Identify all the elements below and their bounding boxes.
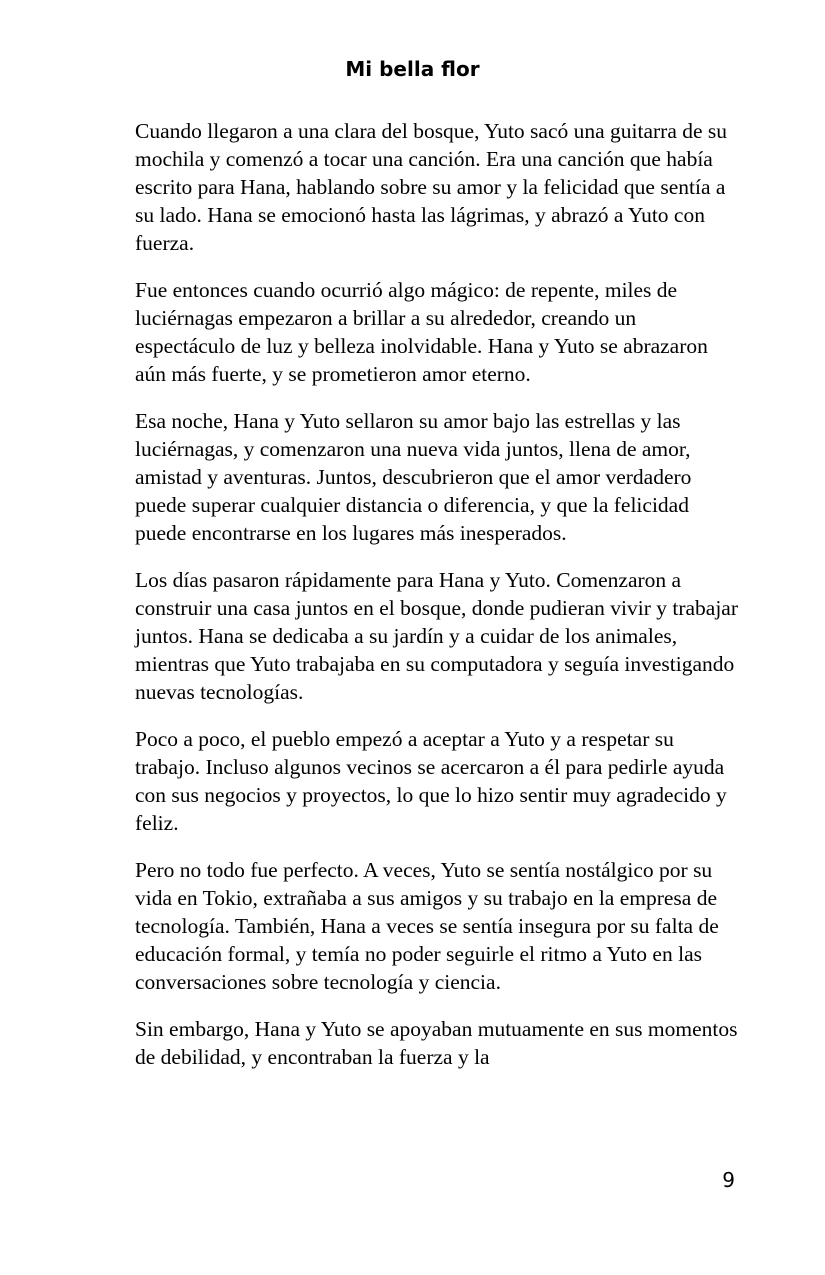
paragraph-3: Esa noche, Hana y Yuto sellaron su amor bajo las estrellas y las luciérnagas, y comenzaron una nueva vida juntos, llena de amor, amistad y aventuras. Juntos, descubrieron que el amor verdadero puede superar cualquier distancia o diferencia, y que la felicidad puede encontrarse en los lugares más inesperados. — [135, 409, 692, 545]
paragraph-6: Pero no todo fue perfecto. A veces, Yuto se sentía nostálgico por su vida en Tokio, extrañaba a sus amigos y su trabajo en la empresa de tecnología. También, Hana a veces se sentía insegura por su falta de educación formal, y temía no poder seguirle el ritmo a Yuto en las conversaciones sobre tecnología y ciencia. — [135, 858, 719, 994]
paragraph-2: Fue entonces cuando ocurrió algo mágico: de repente, miles de luciérnagas empezaron a brillar a su alrededor, creando un espectáculo de luz y belleza inolvidable. Hana y Yuto se abrazaron aún más fuerte, y se prometieron amor eterno. — [135, 278, 708, 386]
page-number: 9 — [722, 1168, 735, 1192]
paragraph-7: Sin embargo, Hana y Yuto se apoyaban mutuamente en sus momentos de debilidad, y encontraban la fuerza y la — [135, 1017, 738, 1069]
body-text — [135, 117, 740, 1071]
paragraph-4: Los días pasaron rápidamente para Hana y Yuto. Comenzaron a construir una casa juntos en el bosque, donde pudieran vivir y trabajar juntos. Hana se dedicaba a su jardín y a cuidar de los animales, mientras que Yuto trabajaba en su computadora y seguía investigando nuevas tecnologías. — [135, 568, 739, 704]
paragraph-1: Cuando llegaron a una clara del bosque, Yuto sacó una guitarra de su mochila y comenzó a tocar una canción. Era una canción que había escrito para Hana, hablando sobre su amor y la felicidad que sentía a su lado. Hana se emocionó hasta las lágrimas, y abrazó a Yuto con fuerza. — [135, 119, 728, 255]
page-title: Mi bella flor — [345, 57, 480, 81]
paragraph-5: Poco a poco, el pueblo empezó a aceptar a Yuto y a respetar su trabajo. Incluso algunos vecinos se acercaron a él para pedirle ayuda con sus negocios y proyectos, lo que lo hizo sentir muy agradecido y feliz. — [135, 727, 727, 835]
